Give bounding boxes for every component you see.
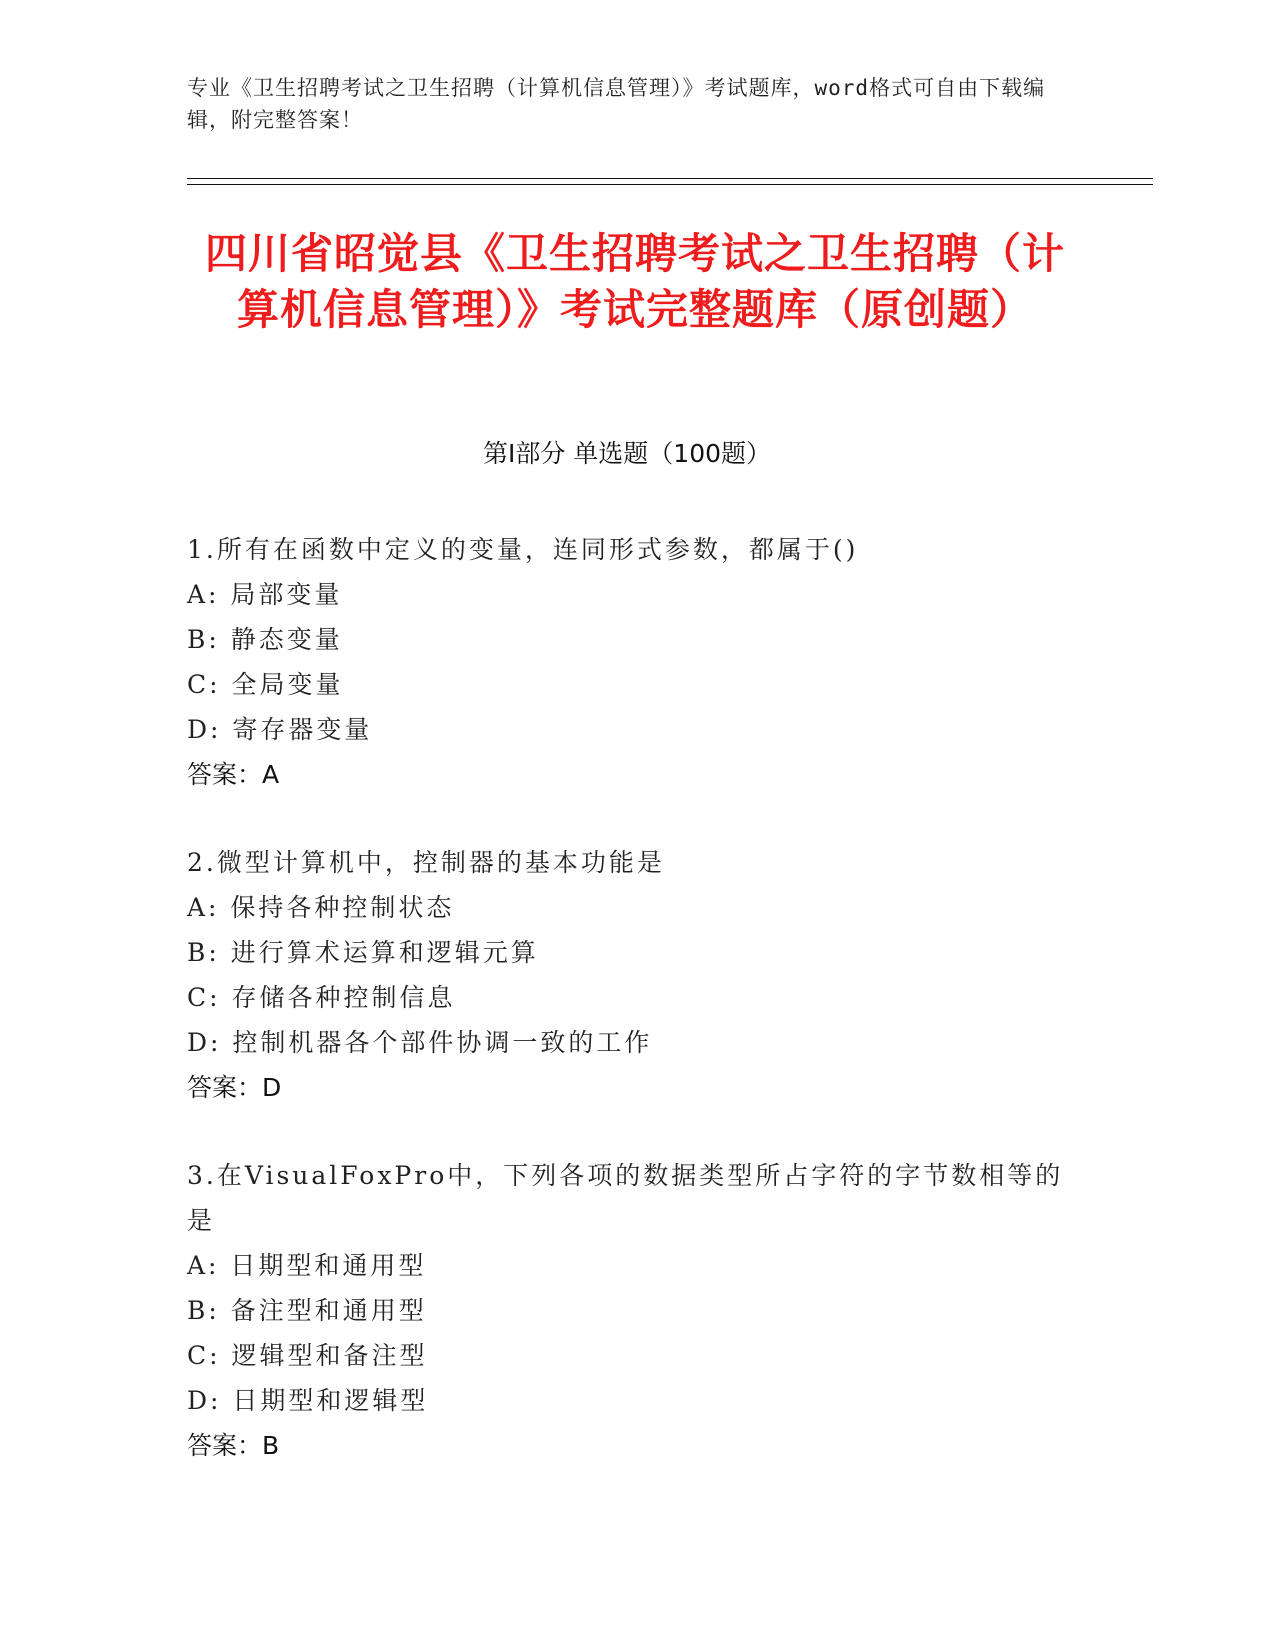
option-c: C: 全局变量 [187, 670, 344, 699]
question-3 [187, 1153, 1067, 1468]
option-b: B: 静态变量 [187, 625, 343, 654]
option-a: A: 保持各种控制状态 [187, 893, 455, 922]
header-divider-top [187, 178, 1153, 179]
answer-line: 答案：D [187, 1073, 282, 1102]
option-d: D: 日期型和逻辑型 [187, 1386, 429, 1415]
question-1 [187, 527, 1067, 797]
question-stem: 2.微型计算机中，控制器的基本功能是 [187, 848, 665, 877]
header-divider-bottom [187, 184, 1153, 185]
question-list [187, 527, 1067, 1511]
option-b: B: 进行算术运算和逻辑元算 [187, 938, 539, 967]
option-d: D: 控制机器各个部件协调一致的工作 [187, 1028, 653, 1057]
question-stem: 3.在VisualFoxPro中，下列各项的数据类型所占字符的字节数相等的是 [187, 1161, 1064, 1235]
option-a: A: 局部变量 [187, 580, 343, 609]
header-note: 专业《卫生招聘考试之卫生招聘（计算机信息管理）》考试题库，word格式可自由下载编辑，附完整答案！ [187, 76, 1046, 132]
question-2 [187, 840, 1067, 1110]
section-heading: 第I部分 单选题（100题） [482, 439, 772, 468]
option-c: C: 存储各种控制信息 [187, 983, 456, 1012]
option-d: D: 寄存器变量 [187, 715, 373, 744]
answer-line: 答案：A [187, 760, 280, 789]
document-title: 四川省昭觉县《卫生招聘考试之卫生招聘（计算机信息管理）》考试完整题库（原创题） [204, 229, 1065, 334]
answer-line: 答案：B [187, 1431, 280, 1460]
question-stem: 1.所有在函数中定义的变量，连同形式参数，都属于() [187, 535, 859, 564]
option-c: C: 逻辑型和备注型 [187, 1341, 428, 1370]
option-a: A: 日期型和通用型 [187, 1251, 427, 1280]
option-b: B: 备注型和通用型 [187, 1296, 427, 1325]
